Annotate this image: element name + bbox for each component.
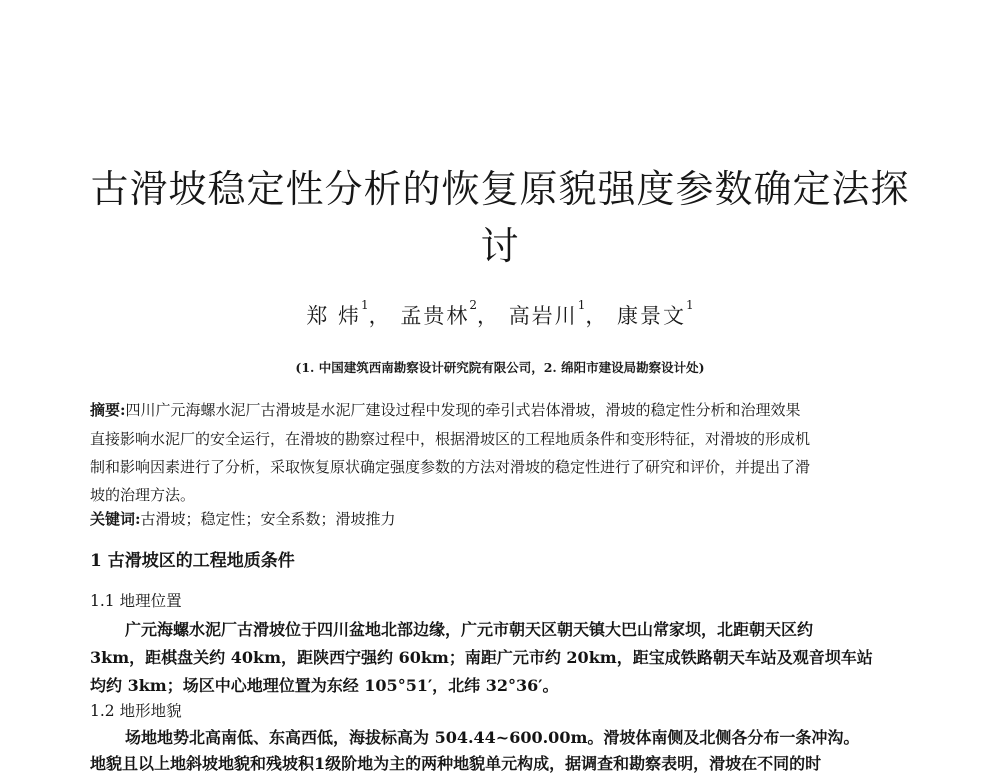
subsection-heading-1-2: 1.2 地形地貌 <box>90 702 182 720</box>
keywords-label: 关键词: <box>90 510 141 528</box>
author-separator: ， <box>585 304 609 328</box>
abstract-line: 制和影响因素进行了分析，采取恢复原状确定强度参数的方法对滑坡的稳定性进行了研究和评价，并提出了滑 <box>90 458 811 476</box>
body-line: 广元海螺水泥厂古滑坡位于四川盆地北部边缘，广元市朝天区朝天镇大巴山常家坝，北距朝天区约 <box>125 620 814 639</box>
author-affiliation-mark: 1 <box>686 298 694 312</box>
abstract-label: 摘要: <box>90 401 126 419</box>
author-list <box>0 300 1000 330</box>
section-heading-1: 1 古滑坡区的工程地质条件 <box>90 551 295 571</box>
abstract-line: 坡的治理方法。 <box>90 486 196 504</box>
author-separator: ， <box>477 304 500 328</box>
body-line: 均约 3km；场区中心地理位置为东经 105°51′，北纬 32°36′。 <box>90 676 559 695</box>
author-name: 高岩川 <box>508 304 578 328</box>
author-name: 孟贵林 <box>400 304 470 328</box>
author-name: 郑 炜 <box>306 304 362 328</box>
paper-title-line-2: 讨 <box>480 224 520 268</box>
paper-title-line-1: 古滑坡稳定性分析的恢复原貌强度参数确定法探 <box>90 167 910 211</box>
affiliations: (1. 中国建筑西南勘察设计研究院有限公司，2. 绵阳市建设局勘察设计处) <box>295 360 705 375</box>
body-line: 场地地势北高南低、东高西低，海拔标高为 504.44~600.00m。滑坡体南侧及北侧各分布一条冲沟。 <box>125 728 860 747</box>
abstract-line <box>90 399 910 420</box>
body-line: 3km，距棋盘关约 40km，距陕西宁强约 60km；南距广元市约 20km，距宝成铁路朝天车站及观音坝车站 <box>90 648 873 667</box>
keywords-text: 古滑坡；稳定性；安全系数；滑坡推力 <box>140 510 396 528</box>
abstract-text: 四川广元海螺水泥厂古滑坡是水泥厂建设过程中发现的牵引式岩体滑坡，滑坡的稳定性分析和治理效果 <box>125 401 801 419</box>
subsection-heading-1-1: 1.1 地理位置 <box>90 592 182 610</box>
body-line-partial: 地貌且以上地斜坡地貌和残坡积1级阶地为主的两种地貌单元构成，据调查和勘察表明，滑坡在不同的时 <box>90 754 822 773</box>
abstract-line: 直接影响水泥厂的安全运行，在滑坡的勘察过程中，根据滑坡区的工程地质条件和变形特征，对滑坡的形成机 <box>90 430 811 448</box>
author-affiliation-mark: 1 <box>577 298 586 312</box>
author-affiliation-mark: 1 <box>361 298 369 312</box>
author-separator: ， <box>368 304 392 328</box>
author-name: 康景文 <box>617 304 687 328</box>
author-affiliation-mark: 2 <box>469 298 477 312</box>
keywords-line <box>90 508 910 529</box>
